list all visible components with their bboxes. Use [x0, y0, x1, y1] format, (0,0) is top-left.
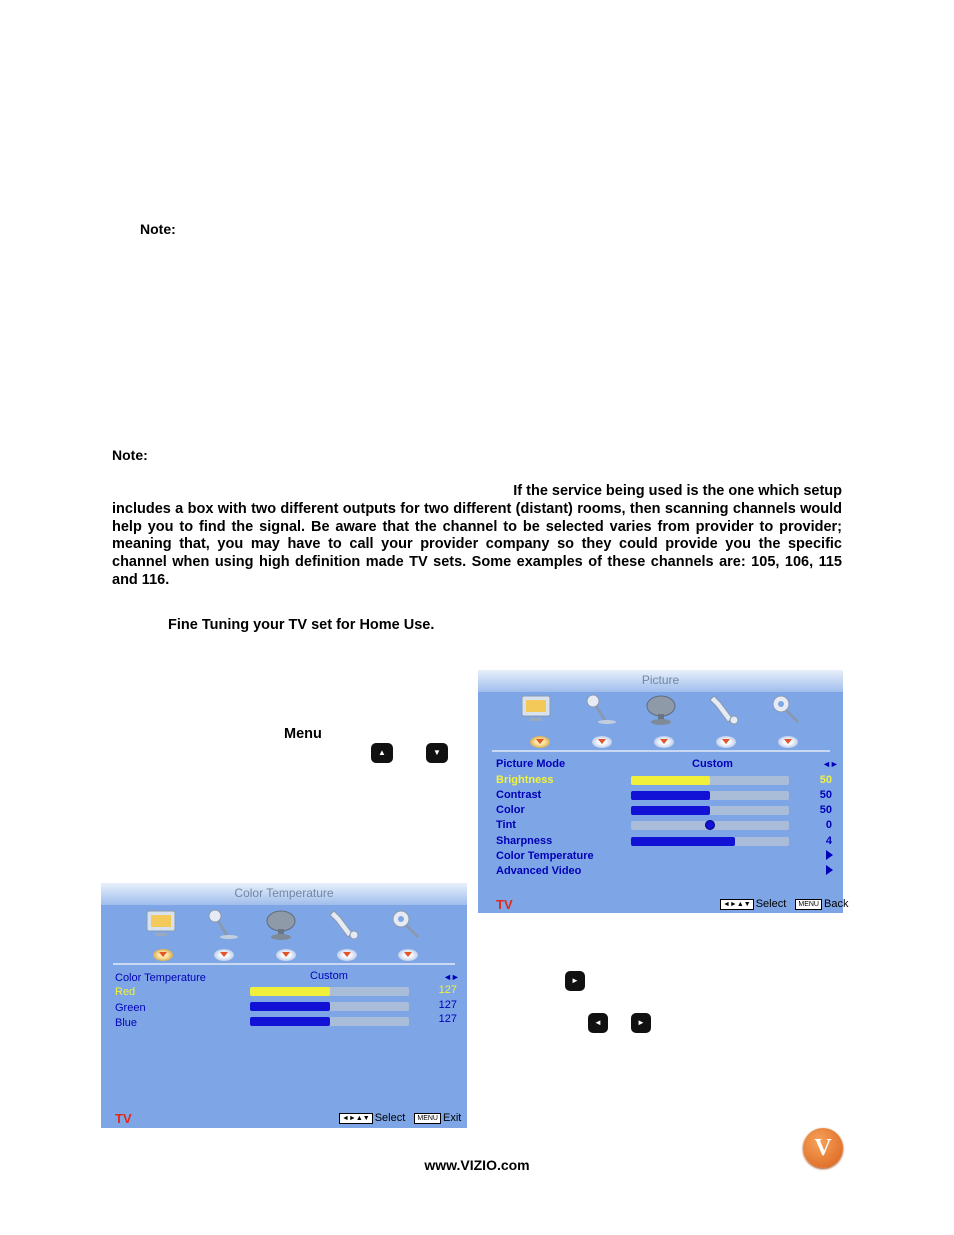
paragraph-body: includes a box with two different outputs for two different (distant) rooms, then scanning channels would help you to find the signal. Be aware that the channel to be selected varies from provider to provider; meaning that, you may have to call your provider company so they could provide you the specific channel when using high definition made TV sets. Some examples of these channels are: 105, 106, 115 and 116. [112, 500, 842, 588]
audio-tab-indicator [214, 949, 234, 961]
picture-menu-title: Picture [478, 670, 843, 692]
red-value: 127 [438, 984, 457, 996]
footer-url: www.VIZIO.com [424, 1157, 530, 1173]
sharpness-fill [631, 837, 735, 846]
sharpness-value: 4 [825, 835, 832, 847]
tint-slider [631, 821, 789, 830]
picture-footer-hints [720, 898, 848, 910]
tv-tab-indicator [654, 736, 674, 748]
tv-tab-indicator [276, 949, 296, 961]
left-right-arrows-icon: ◄► [443, 972, 459, 982]
setup-wrench-icon [706, 692, 742, 726]
picture-back-hint: Back [823, 898, 849, 910]
picture-mode-value: Custom [692, 758, 733, 770]
note-label-1: Note: [140, 221, 176, 237]
vizio-logo-icon [803, 1128, 843, 1168]
contrast-slider [631, 791, 789, 800]
right-arrow-key-icon: ► [565, 971, 585, 991]
blue-label: Blue [115, 1017, 138, 1029]
tint-value: 0 [825, 819, 832, 831]
red-slider [250, 987, 409, 996]
menu-word: Menu [284, 726, 322, 742]
brightness-label: Brightness [496, 774, 554, 786]
color-value: 50 [819, 804, 832, 816]
blue-fill [250, 1017, 330, 1026]
left-arrow-key-icon: ◄ [588, 1013, 608, 1033]
picture-select-hint: Select [755, 898, 787, 910]
picture-mode-label: Picture Mode [496, 758, 566, 770]
parental-key-icon [388, 907, 424, 941]
green-value: 127 [438, 999, 457, 1011]
setup-tab-indicator [337, 949, 357, 961]
green-label: Green [115, 1002, 146, 1014]
scanning-paragraph [112, 483, 842, 590]
color-temperature-arrow-icon [826, 850, 833, 860]
down-arrow-key-icon: ▼ [426, 743, 448, 763]
picture-tab-indicator [530, 736, 550, 748]
brightness-fill [631, 776, 710, 785]
color-slider [631, 806, 789, 815]
tint-label: Tint [496, 819, 516, 831]
tv-satellite-icon [643, 692, 679, 726]
color-temperature-select-hint: Select [374, 1112, 406, 1124]
paragraph-first-line: If the service being used is the one which setup [513, 483, 842, 499]
color-temperature-exit-hint: Exit [442, 1112, 462, 1124]
red-label: Red [115, 986, 136, 998]
color-fill [631, 806, 710, 815]
contrast-label: Contrast [496, 789, 542, 801]
parental-tab-indicator [398, 949, 418, 961]
color-temperature-label: Color Temperature [496, 850, 594, 862]
right-arrow-key-icon-2: ► [631, 1013, 651, 1033]
picture-tv-icon [143, 907, 179, 941]
contrast-fill [631, 791, 710, 800]
advanced-video-label: Advanced Video [496, 865, 582, 877]
menu-key-icon: MENU [414, 1113, 441, 1124]
picture-source-label: TV [496, 897, 513, 912]
note-label-2: Note: [112, 447, 148, 463]
blue-value: 127 [438, 1013, 457, 1025]
parental-key-icon [768, 692, 804, 726]
sharpness-label: Sharpness [496, 835, 553, 847]
vizio-logo-letter: V [814, 1135, 832, 1161]
color-label: Color [496, 804, 525, 816]
up-arrow-key-icon: ▲ [371, 743, 393, 763]
brightness-slider [631, 776, 789, 785]
color-temperature-footer-hints [339, 1112, 461, 1124]
color-temperature-source-label: TV [115, 1111, 132, 1126]
color-temperature-mode-label: Color Temperature [115, 972, 206, 984]
tv-satellite-icon [263, 907, 299, 941]
nav-keys-icon: ◄►▲▼ [720, 899, 754, 910]
setup-tab-indicator [716, 736, 736, 748]
nav-keys-icon: ◄►▲▼ [339, 1113, 373, 1124]
picture-tv-icon [518, 692, 554, 726]
tint-knob [705, 820, 715, 830]
color-temperature-separator [113, 963, 455, 965]
menu-key-icon: MENU [795, 899, 822, 910]
audio-mic-icon [203, 907, 239, 941]
left-right-arrows-icon: ◄► [822, 759, 838, 769]
color-temperature-menu-screenshot [101, 883, 467, 1128]
advanced-video-arrow-icon [826, 865, 833, 875]
color-temperature-menu-title: Color Temperature [101, 883, 467, 905]
audio-mic-icon [581, 692, 617, 726]
picture-separator [492, 750, 830, 752]
green-slider [250, 1002, 409, 1011]
audio-tab-indicator [592, 736, 612, 748]
color-temperature-mode-value: Custom [310, 970, 348, 982]
picture-menu-screenshot [478, 670, 849, 913]
sharpness-slider [631, 837, 789, 846]
blue-slider [250, 1017, 409, 1026]
picture-tab-indicator [153, 949, 173, 961]
setup-wrench-icon [326, 907, 362, 941]
green-fill [250, 1002, 330, 1011]
red-fill [250, 987, 330, 996]
contrast-value: 50 [819, 789, 832, 801]
parental-tab-indicator [778, 736, 798, 748]
brightness-value: 50 [819, 774, 832, 786]
section-heading: Fine Tuning your TV set for Home Use. [168, 617, 435, 633]
